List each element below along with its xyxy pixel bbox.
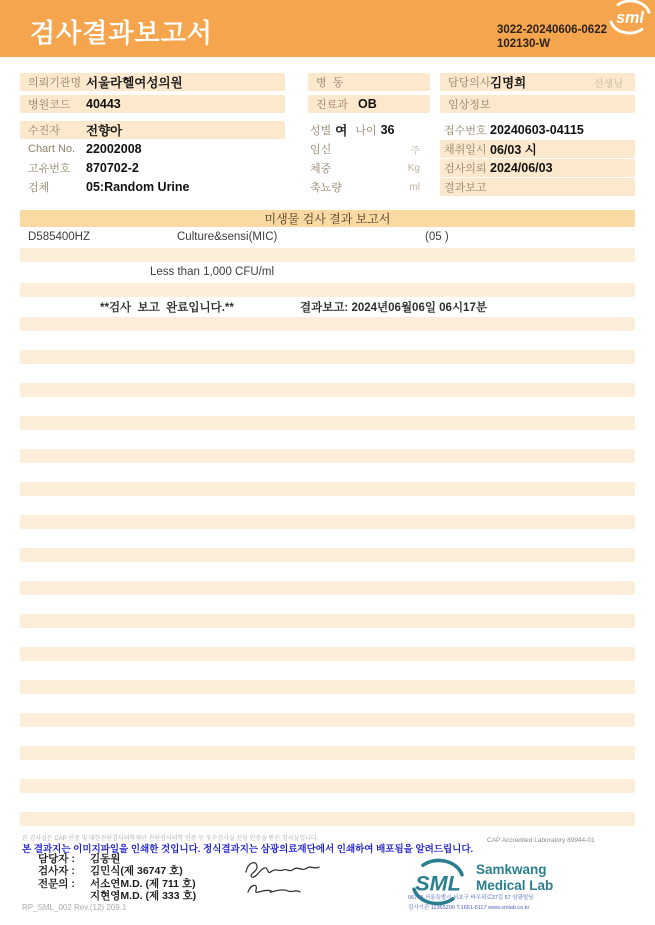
request-date-label: 검사의뢰: [444, 163, 487, 175]
cap-accredited-text: CAP Accredited Laboratory 89944-01: [487, 837, 595, 844]
urine-volume-label: 축뇨량: [310, 182, 342, 194]
micro-complete-row: [20, 299, 635, 314]
lab-name-line1: Samkwang: [476, 862, 547, 877]
svg-text:sml: sml: [616, 9, 644, 28]
test-note: (05 ): [425, 231, 449, 243]
sml-logo-icon: [606, 0, 654, 36]
empty-result-row: [20, 350, 635, 364]
empty-result-row: [20, 812, 635, 826]
lab-name-line2: Medical Lab: [476, 878, 554, 893]
specimen-value: 05:Random Urine: [86, 180, 190, 194]
result-value: Less than 1,000 CFU/ml: [150, 266, 275, 278]
field-clinical-info: [440, 95, 635, 113]
field-ward: [308, 73, 430, 91]
micro-result-row: [20, 266, 635, 281]
chart-no-label: Chart No.: [28, 143, 76, 155]
empty-result-row: [20, 647, 635, 661]
page-title: 검사결과보고서: [30, 18, 213, 48]
field-patient-name: [20, 121, 285, 139]
staff-row-specialist1: 전문의 : 서소연M.D. (제 711 호): [38, 877, 196, 890]
micro-section-header: 미생물 검사 결과 보고서: [20, 210, 635, 227]
lab-address: 06743 서울특별시 서초구 바우뫼로37길 57 삼광빌딩: [408, 895, 534, 901]
hospital-code-label: 병원코드: [28, 99, 71, 111]
empty-rows-area: [20, 317, 635, 837]
pregnancy-label: 임신: [310, 144, 332, 156]
field-sex-age: [308, 121, 430, 139]
sex-value: 여: [335, 124, 348, 138]
request-date-value: 2024/06/03: [490, 161, 553, 175]
sex-label: 성별: [310, 125, 332, 137]
field-pregnancy: [308, 140, 430, 158]
report-date-label: 결과보고: [444, 182, 487, 194]
field-request-date: [440, 159, 635, 177]
hospital-code-value: 40443: [86, 97, 121, 111]
empty-result-row: [20, 248, 635, 262]
age-label: 나이: [355, 125, 377, 137]
signature-handwriting: [238, 856, 368, 904]
field-department: [308, 95, 430, 113]
uid-label: 고유번호: [28, 163, 71, 175]
staff-list: [38, 853, 196, 903]
doctor-label: 담당의사: [448, 77, 491, 89]
weight-label: 체중: [310, 163, 332, 175]
report-number-line2: 102130-W: [497, 38, 551, 50]
test-name: Culture&sensi(MIC): [177, 231, 278, 243]
empty-result-row: [20, 482, 635, 496]
report-number-line1: 3022-20240606-0622: [497, 24, 607, 36]
collect-datetime-label: 채취일시: [444, 144, 487, 156]
empty-result-row: [20, 317, 635, 331]
ward-label: 병 동: [316, 77, 344, 89]
cap-notice-text: 본 검사실은 CAP 인증 및 대한진단검사의학재단 진단검사의학 인증 등 우수검사실 신임 인증을 받은 검사실입니다.: [22, 836, 319, 842]
empty-result-row: [20, 614, 635, 628]
staff-row-manager: 담당자 : 김동원: [38, 853, 121, 865]
field-doctor: [440, 73, 635, 91]
form-number: RP_SML_002 Rev.(12) 209.1: [22, 903, 127, 912]
clinical-info-label: 임상정보: [448, 99, 491, 111]
test-code: D585400HZ: [28, 231, 91, 243]
field-weight: [308, 159, 430, 177]
image-print-notice: 본 결과지는 이미지파일을 인쇄한 것입니다. 정식결과지는 삼광의료재단에서 인쇄하여 배포됨을 알려드립니다.: [22, 844, 474, 855]
patient-name-value: 전향아: [86, 124, 123, 138]
field-chart-no: [20, 140, 285, 158]
doctor-suffix: 선생님: [594, 78, 623, 90]
urine-volume-unit: ml: [409, 181, 420, 193]
empty-result-row: [20, 383, 635, 397]
empty-result-row: [20, 515, 635, 529]
empty-result-row: [20, 548, 635, 562]
field-requesting-org: [20, 73, 285, 91]
field-uid: [20, 159, 285, 177]
report-timestamp: 결과보고: 2024년06월06일 06시17분: [300, 302, 487, 314]
empty-result-row: [20, 449, 635, 463]
field-hospital-code: [20, 95, 285, 113]
doctor-value: 김명희: [490, 76, 527, 90]
department-value: OB: [358, 97, 377, 111]
collect-datetime-value: 06/03 시: [490, 143, 537, 157]
micro-test-row: [20, 231, 635, 246]
empty-result-row: [20, 416, 635, 430]
field-urine-volume: [308, 178, 430, 196]
empty-result-row: [20, 283, 635, 297]
receipt-no-value: 20240603-04115: [490, 123, 584, 137]
empty-result-row: [20, 713, 635, 727]
specimen-label: 검체: [28, 182, 50, 194]
lab-contact: 검사기관 11365200 T.1661-5117 www.smlab.co.kr: [408, 905, 530, 911]
staff-row-examiner: 검사자 : 김민식(제 36747 호): [38, 865, 183, 878]
header-banner: [0, 0, 655, 57]
empty-result-row: [20, 581, 635, 595]
empty-result-row: [20, 779, 635, 793]
complete-message: **검사 보고 완료입니다.**: [100, 302, 234, 314]
receipt-no-label: 접수번호: [444, 125, 487, 137]
uid-value: 870702-2: [86, 161, 139, 175]
department-label: 진료과: [316, 99, 348, 111]
requesting-org-value: 서울라헬여성의원: [86, 76, 183, 90]
sml-logo-text: SML: [415, 870, 461, 896]
staff-row-specialist2: 지현영M.D. (제 333 호): [90, 890, 197, 903]
field-collect-datetime: [440, 140, 635, 158]
report-numbers: [497, 23, 607, 51]
requesting-org-label: 의뢰기관명: [28, 77, 82, 89]
empty-result-row: [20, 680, 635, 694]
patient-name-label: 수진자: [28, 125, 60, 137]
field-report-date: [440, 178, 635, 196]
age-value: 36: [380, 123, 395, 137]
lab-name: [476, 862, 553, 894]
field-specimen: [20, 178, 285, 196]
pregnancy-unit: 주: [410, 145, 420, 157]
empty-result-row: [20, 746, 635, 760]
field-receipt-no: [440, 121, 635, 139]
chart-no-value: 22002008: [86, 142, 142, 156]
weight-unit: Kg: [407, 162, 420, 174]
